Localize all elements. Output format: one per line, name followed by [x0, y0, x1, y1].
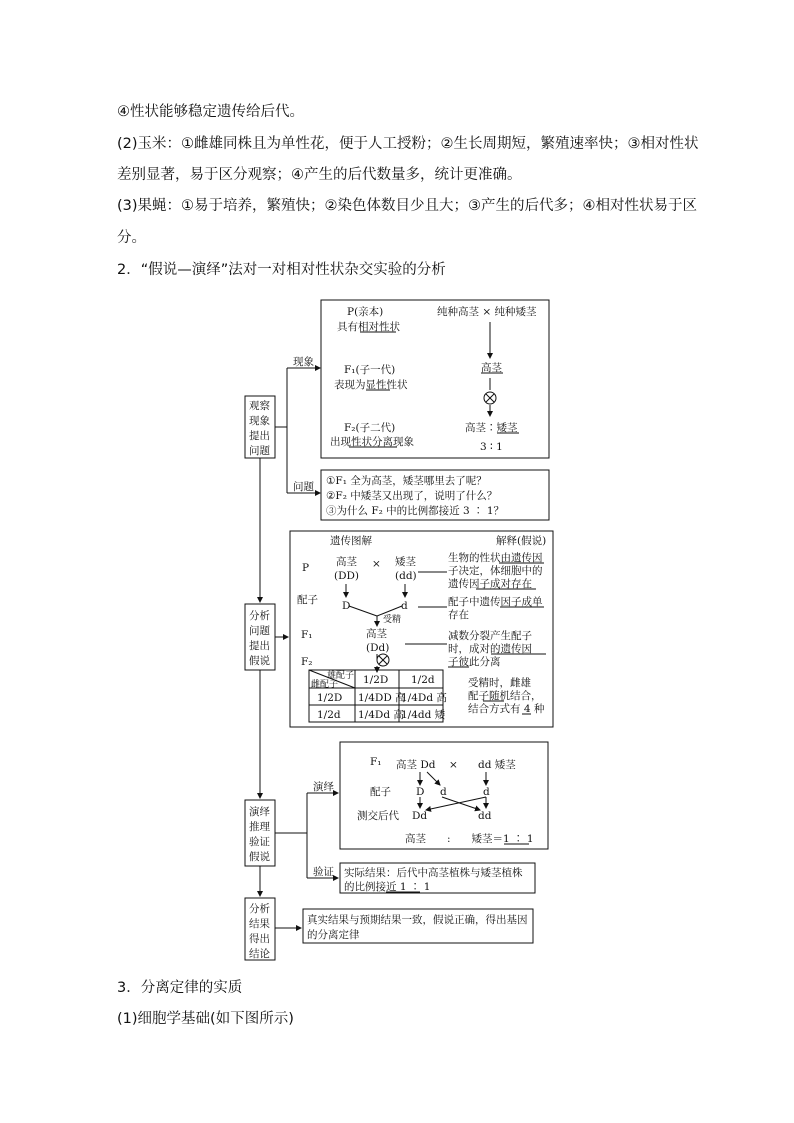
- table-r1c1: 1/4DD 高: [358, 692, 406, 704]
- tc-f1-parent: 高茎 Dd: [396, 759, 436, 771]
- step-deduction-3: 验证: [249, 836, 270, 848]
- section-heading-2: 2．“假说—演绎”法对一对相对性状杂交实验的分析: [117, 262, 446, 278]
- step-conclusion-3: 得出: [249, 933, 270, 945]
- tc-row-gamete: 配子: [370, 786, 391, 798]
- p-dd: (dd): [395, 570, 417, 582]
- table-r2c0: 1/2d: [317, 709, 341, 721]
- exp3-line1: 减数分裂产生配子: [448, 630, 532, 642]
- hypothesis-title: 解释(假说): [496, 535, 547, 547]
- step-deduction-1: 演绎: [249, 806, 270, 818]
- f2-desc: 出现性状分离现象: [330, 436, 414, 448]
- step-observe-4: 问题: [249, 445, 270, 457]
- p-short: 矮茎: [395, 556, 416, 568]
- paragraph-trait-stable: ④性状能够稳定遗传给后代。: [117, 104, 304, 120]
- step-conclusion-2: 结果: [249, 918, 270, 930]
- row-f1: F₁: [301, 629, 313, 641]
- f1-tall: 高茎: [366, 628, 387, 640]
- tc-result: 高茎 : 矮茎＝1 ∶ 1: [405, 833, 534, 845]
- tc-row-offspring: 测交后代: [357, 810, 399, 822]
- exp4-line3: 结合方式有 4 种: [468, 703, 545, 715]
- p-DD: (DD): [334, 570, 360, 582]
- tc-offspring-Dd: Dd: [412, 810, 428, 822]
- tc-gamete-d1: d: [440, 786, 447, 798]
- exp1-line2: 子决定，体细胞中的: [448, 565, 543, 577]
- table-r1c0: 1/2D: [317, 692, 343, 704]
- row-gamete: 配子: [297, 594, 318, 606]
- step-conclusion-4: 结论: [249, 948, 270, 960]
- question-3: ③为什么 F₂ 中的比例都接近 3 ∶ 1？: [326, 505, 505, 517]
- f2-result: 高茎∶矮茎: [465, 422, 518, 434]
- section-heading-3: 3．分离定律的实质: [117, 980, 243, 996]
- exp4-line2: 配子随机结合，: [468, 690, 542, 702]
- f1-desc: 表现为显性性状: [334, 379, 408, 391]
- table-col1: 1/2D: [363, 674, 389, 686]
- exp2-line2: 存在: [448, 609, 469, 621]
- fertilize-label: 受精: [383, 615, 402, 625]
- diagram-title: 遗传图解: [330, 535, 372, 547]
- step-conclusion-1: 分析: [249, 903, 270, 915]
- tc-dd-parent: dd 矮茎: [478, 759, 516, 771]
- conclusion-line2: 的分离定律: [307, 929, 360, 941]
- exp2-line1: 配子中遗传因子成单: [448, 596, 543, 608]
- step-observe-2: 现象: [249, 415, 270, 427]
- step-observe-1: 观察: [249, 400, 270, 412]
- tc-gamete-D: D: [416, 786, 425, 798]
- actual-result-line1: 实际结果：后代中高茎植株与矮茎植株: [344, 867, 523, 879]
- f1-result: 高茎: [481, 362, 502, 374]
- f2-label: F₂(子二代): [344, 422, 396, 434]
- exp1-line1: 生物的性状由遗传因: [448, 552, 543, 564]
- step-hypothesis-2: 问题: [249, 625, 270, 637]
- table-r2c2: 1/4dd 矮: [401, 709, 446, 721]
- exp1-line3: 遗传因子成对存在: [448, 578, 532, 590]
- exp3-line2: 时，成对的遗传因: [448, 643, 532, 655]
- gamete-d: d: [401, 600, 408, 612]
- paragraph-corn-cont: 差别显著，易于区分观察；④产生的后代数量多，统计更准确。: [117, 167, 522, 183]
- row-p: P: [302, 562, 310, 574]
- table-r1c2: 1/4Dd 高: [401, 692, 447, 704]
- row-f2: F₂: [301, 656, 313, 668]
- branch-label-phenomenon: 现象: [293, 356, 314, 368]
- f2-ratio: 3 ∶ 1: [480, 441, 503, 453]
- step-observe-3: 提出: [249, 430, 270, 442]
- branch-label-deduction: 演绎: [313, 781, 334, 793]
- table-r2c1: 1/4Dd 高: [358, 709, 404, 721]
- question-1: ①F₁ 全为高茎，矮茎哪里去了呢？: [326, 475, 487, 487]
- conclusion-line1: 真实结果与预期结果一致，假说正确，得出基因: [307, 914, 528, 926]
- tc-gamete-d2: d: [483, 786, 490, 798]
- p-tall: 高茎: [336, 556, 357, 568]
- table-col2: 1/2d: [411, 674, 435, 686]
- table-head-male: 雄配子: [327, 671, 355, 681]
- f1-label: F₁(子一代): [344, 364, 396, 376]
- step-hypothesis-1: 分析: [249, 610, 270, 622]
- gamete-D: D: [342, 600, 351, 612]
- f1-Dd: (Dd): [366, 642, 390, 654]
- paragraph-corn: (2)玉米：①雌雄同株且为单性花，便于人工授粉；②生长周期短，繁殖速率快；③相对性状: [117, 136, 699, 152]
- actual-result-line2: 的比例接近 1 ∶ 1: [344, 881, 431, 893]
- table-head-female: 雌配子: [311, 680, 339, 690]
- branch-label-question: 问题: [293, 481, 314, 493]
- tc-times: ×: [449, 759, 458, 771]
- tc-offspring-dd: dd: [478, 810, 492, 822]
- step-deduction-2: 推理: [249, 821, 270, 833]
- exp3-line3: 子彼此分离: [448, 656, 501, 668]
- paragraph-cell-basis: (1)细胞学基础(如下图所示): [117, 1011, 294, 1027]
- p-desc: 具有相对性状: [337, 321, 400, 333]
- paragraph-fruitfly: (3)果蝇：①易于培养，繁殖快；②染色体数目少且大；③产生的后代多；④相对性状易于区: [117, 198, 698, 214]
- tc-row-f1: F₁: [370, 756, 382, 768]
- p-times: ×: [372, 558, 381, 570]
- step-hypothesis-4: 假说: [249, 655, 270, 667]
- exp4-line1: 受精时，雌雄: [468, 677, 531, 689]
- p-label: P(亲本): [347, 306, 384, 318]
- question-2: ②F₂ 中矮茎又出现了，说明了什么？: [326, 490, 498, 502]
- step-deduction-4: 假说: [249, 851, 270, 863]
- paragraph-fruitfly-cont: 分。: [117, 230, 146, 246]
- step-hypothesis-3: 提出: [249, 640, 270, 652]
- p-cross: 纯种高茎 × 纯种矮茎: [437, 306, 537, 318]
- branch-label-verify: 验证: [313, 866, 334, 878]
